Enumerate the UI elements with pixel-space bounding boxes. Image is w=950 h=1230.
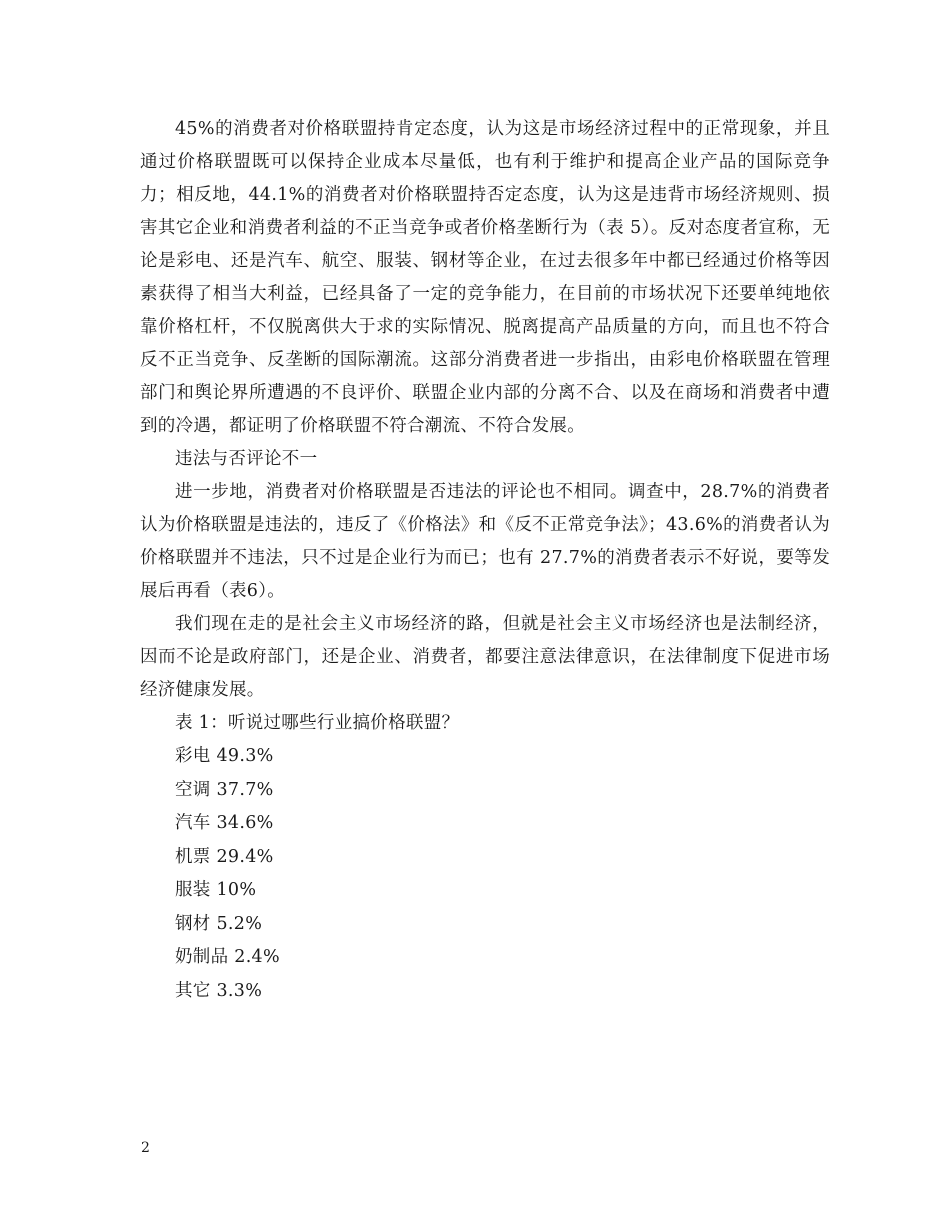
list-item: 空调 37.7% [175,779,274,800]
list-item: 汽车 34.6% [175,813,274,833]
paragraph-attitude: 45%的消费者对价格联盟持肯定态度，认为这是市场经济过程中的正常现象，并且通过价格联盟既可以保持企业成本尽量低，也有利于维护和提高企业产品的国际竞争力；相反地，44.1%的消费者对价格联盟持否定态度，认为这是违背市场经济规则、损害其它企业和消费者利益的不正当竞争或者价格垄断行为（表 5）。反对态度者宣称，无论是彩电、还是汽车、航空、服装、钢材等企业，在过去很多年中都已经通过价格等因素获得了相当大利益，已经具备了一定的竞争能力，在目前的市场状况下还要单纯地依靠价格杠杆，不仅脱离供大于求的实际情况、脱离提高产品质量的方向，而且也不符合反不正当竞争、反垄断的国际潮流。这部分消费者进一步指出，由彩电价格联盟在管理部门和舆论界所遭遇的不良评价、联盟企业内部的分离不合、以及在商场和消费者中遭到的冷遇，都证明了价格联盟不符合潮流、不符合发展。 [140,119,830,436]
table-1-title: 表 1：听说过哪些行业搞价格联盟？ [175,713,460,733]
list-item: 服装 10% [175,880,257,900]
paragraph-legality: 进一步地，消费者对价格联盟是否违法的评论也不相同。调查中，28.7%的消费者认为价格联盟是违法的，违反了《价格法》和《反不正常竞争法》；43.6%的消费者认为价格联盟并不违法，只不过是企业行为而已；也有 27.7%的消费者表示不好说，要等发展后再看（表6）。 [140,482,830,601]
table-1-list [140,740,830,1008]
paragraph-conclusion: 我们现在走的是社会主义市场经济的路，但就是社会主义市场经济也是法制经济，因而不论是政府部门，还是企业、消费者，都要注意法律意识，在法律制度下促进市场经济健康发展。 [140,614,830,700]
list-item: 彩电 49.3% [175,746,274,766]
list-item: 钢材 5.2% [175,913,263,934]
list-item: 奶制品 2.4% [175,947,280,967]
list-item: 机票 29.4% [175,846,274,867]
document-body [140,113,830,1008]
section-heading-legality: 违法与否评论不一 [175,449,318,469]
page-number: 2 [141,1140,150,1156]
list-item: 其它 3.3% [175,980,263,1001]
